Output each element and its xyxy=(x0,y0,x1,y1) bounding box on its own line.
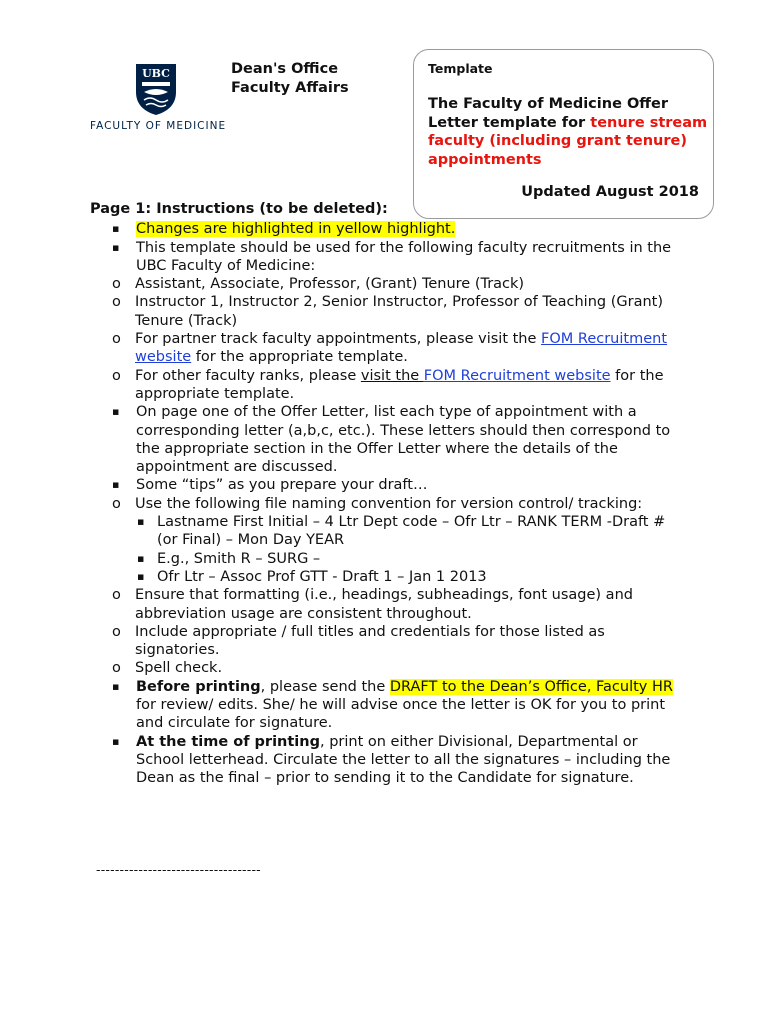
bullet: ▪ xyxy=(112,240,120,254)
sub-item xyxy=(90,367,690,404)
template-title-part1: The Faculty of Medicine Offer Letter template for xyxy=(428,96,669,131)
ubc-shield-icon xyxy=(134,62,178,116)
sub-item-text-underlined: visit the xyxy=(360,367,424,384)
item-text: , please send the xyxy=(260,678,390,695)
instructions xyxy=(90,200,690,788)
bullet: o xyxy=(112,294,121,311)
sub-sub-item-text: Ofr Ltr – Assoc Prof GTT - Draft 1 – Jan 1 2013 xyxy=(157,568,487,585)
sub-item xyxy=(90,330,690,367)
sub-item-text: For other faculty ranks, please xyxy=(135,367,361,384)
office-block xyxy=(231,60,349,98)
list-item xyxy=(90,733,690,788)
sub-item-text: for the appropriate template. xyxy=(191,349,408,366)
item-text: , print on either Divisional, Departmental or School letterhead. Circulate the letter to all the signatures – including the Dean as the final – prior to sending it to the Candidate for signature. xyxy=(136,733,671,787)
list-item xyxy=(90,239,690,404)
instructions-list xyxy=(90,220,690,787)
sub-item xyxy=(90,623,690,660)
bullet: ▪ xyxy=(137,551,145,565)
bullet: ▪ xyxy=(112,222,120,236)
sub-item-text: Ensure that formatting (i.e., headings, subheadings, font usage) and abbreviation usage are consistent throughout. xyxy=(135,587,633,622)
bullet: o xyxy=(112,660,121,677)
bullet: ▪ xyxy=(112,478,120,492)
sub-list xyxy=(90,275,690,403)
bullet: o xyxy=(112,623,121,640)
sub-sub-item xyxy=(135,568,690,586)
bullet: ▪ xyxy=(137,515,145,529)
sub-item-text: Instructor 1, Instructor 2, Senior Instructor, Professor of Teaching (Grant) Tenure (Track) xyxy=(135,294,663,329)
sub-item-text: for the appropriate template. xyxy=(135,367,664,402)
item-time-of-printing-label: At the time of printing xyxy=(136,733,320,750)
sub-sub-item-text: Lastname First Initial – 4 Ltr Dept code – Ofr Ltr – RANK TERM -Draft # (or Final) – Mon Day YEAR xyxy=(157,514,666,549)
bullet: o xyxy=(112,367,121,384)
sub-sub-item-text: E.g., Smith R – SURG – xyxy=(157,550,321,567)
logo-faculty-text: FACULTY OF MEDICINE xyxy=(90,120,227,132)
item-template-usage: This template should be used for the following faculty recruitments in the UBC Faculty of Medicine: xyxy=(136,239,672,274)
sub-list xyxy=(90,495,690,678)
item-tips: Some “tips” as you prepare your draft… xyxy=(136,477,428,494)
list-item xyxy=(90,476,690,677)
bullet: o xyxy=(112,587,121,604)
fom-recruitment-link-2[interactable]: FOM Recruitment website xyxy=(423,367,611,384)
sub-item xyxy=(90,659,690,677)
bullet: o xyxy=(112,495,121,512)
sub-item-text: Include appropriate / full titles and credentials for those listed as signatories. xyxy=(135,623,605,659)
item-before-printing-label: Before printing xyxy=(136,678,261,695)
bullet: ▪ xyxy=(112,679,120,693)
fom-recruitment-link[interactable]: FOM Recruitment website xyxy=(135,331,668,366)
bullet: o xyxy=(112,276,121,293)
template-updated: Updated August 2018 xyxy=(521,184,699,200)
template-title-part2: tenure stream faculty (including grant tenure) appointments xyxy=(428,114,708,168)
sub-sub-item xyxy=(135,513,690,550)
bullet: ▪ xyxy=(137,569,145,583)
divider-dashes: ----------------------------------- xyxy=(96,862,261,877)
office-line-1: Dean's Office xyxy=(231,61,339,77)
instructions-heading: Page 1: Instructions (to be deleted): xyxy=(90,201,388,217)
sub-item-text: Assistant, Associate, Professor, (Grant) Tenure (Track) xyxy=(135,276,525,293)
sub-item-text: Use the following file naming convention for version control/ tracking: xyxy=(135,495,643,512)
template-label: Template xyxy=(428,61,493,76)
office-line-2: Faculty Affairs xyxy=(231,80,349,96)
bullet: ▪ xyxy=(112,734,120,748)
list-item xyxy=(90,220,690,238)
template-title xyxy=(428,95,708,169)
item-highlight-note: Changes are highlighted in yellow highlight. xyxy=(136,221,456,238)
sub-item xyxy=(90,586,690,623)
sub-item xyxy=(90,275,690,293)
sub-sub-list xyxy=(135,513,690,586)
sub-item xyxy=(90,293,690,330)
item-text: for review/ edits. She/ he will advise once the letter is OK for you to print and circulate for signature. xyxy=(136,697,666,732)
logo-ubc-text: UBC xyxy=(142,67,170,80)
template-info-box xyxy=(413,49,714,219)
sub-sub-item xyxy=(135,550,690,568)
sub-item-text: For partner track faculty appointments, please visit the xyxy=(135,331,542,348)
sub-item xyxy=(90,495,690,586)
sub-item-text: Spell check. xyxy=(135,660,223,677)
item-highlight-draft: DRAFT to the Dean’s Office, Faculty HR xyxy=(389,678,673,695)
item-appointment-letters: On page one of the Offer Letter, list each type of appointment with a corresponding letter (a,b,c, etc.). These letters should then correspond to the appropriate section in the Offer Letter where the details of the appointment are discussed. xyxy=(136,404,671,476)
bullet: ▪ xyxy=(112,405,120,419)
list-item xyxy=(90,678,690,733)
ubc-logo xyxy=(90,62,227,132)
list-item xyxy=(90,403,690,476)
bullet: o xyxy=(112,331,121,348)
